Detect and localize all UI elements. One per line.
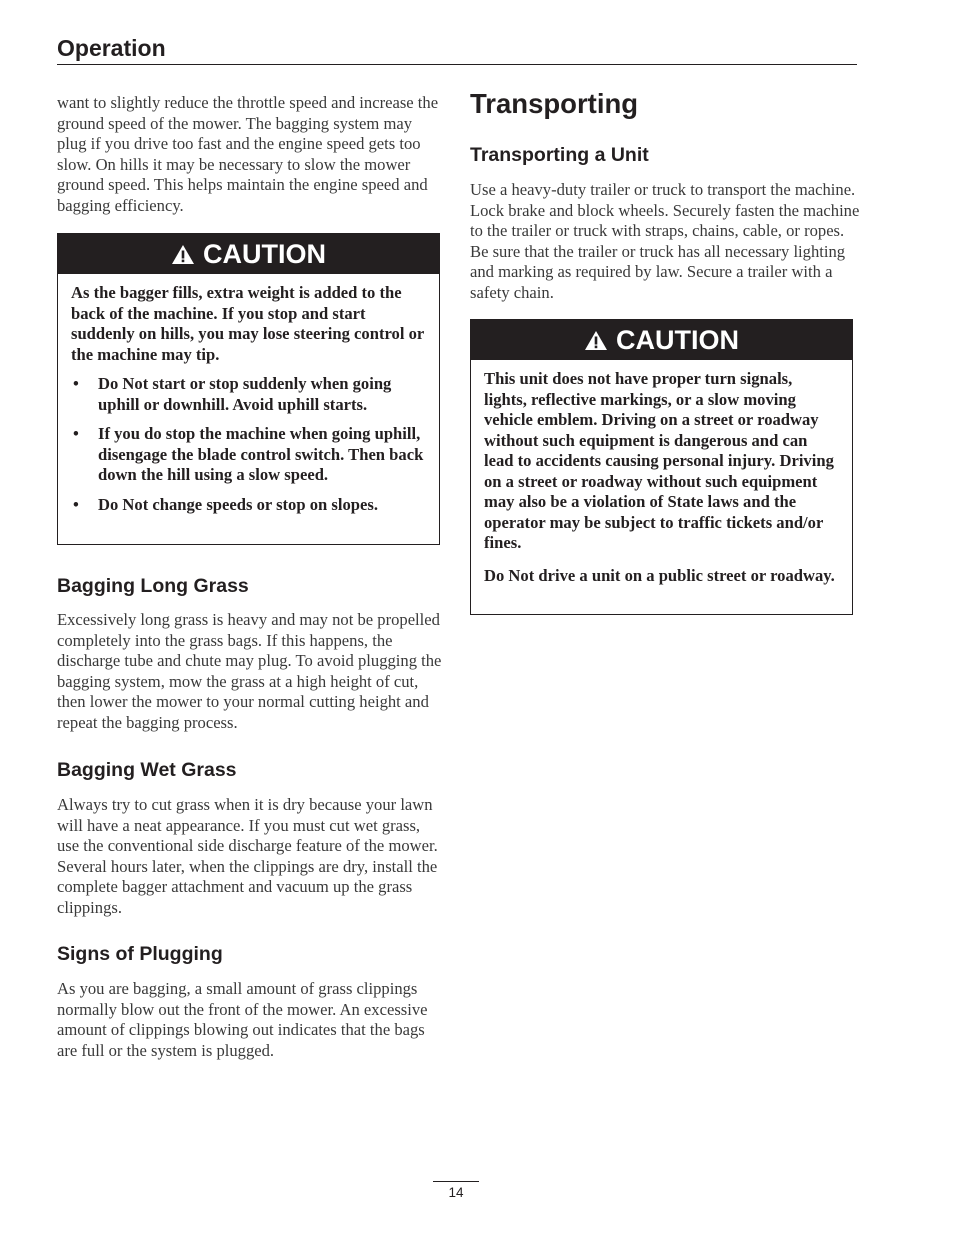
- caution-header: [471, 320, 852, 360]
- section-title-transporting: Transporting: [470, 88, 639, 119]
- caution-box-transport: [470, 319, 853, 615]
- transporting-paragraph: Use a heavy-duty trailer or truck to transport the machine. Lock brake and block wheels. Securely fasten the machine to the trailer or truck with straps, chains, cable, or ropes. Be sure that the trailer or truck has all necessary lighting and marking as required by law. Secure a trailer with a safety chain.: [470, 180, 860, 302]
- caution-paragraph: Do Not drive a unit on a public street or roadway.: [484, 565, 835, 585]
- caution-heading: CAUTION: [616, 324, 739, 355]
- section-text-signs-of-plugging: As you are bagging, a small amount of grass clippings normally blow out the front of the mower. An excessive amount of clippings blowing out indicates that the bags are full or the system is plugged.: [57, 979, 428, 1060]
- caution-body: [471, 360, 852, 586]
- caution-bullet-text: Do Not start or stop suddenly when going uphill or downhill. Avoid uphill starts.: [98, 374, 392, 414]
- bullet-icon: •: [73, 374, 79, 393]
- warning-triangle-icon: [584, 330, 608, 351]
- caution-header: [58, 234, 439, 274]
- section-heading-signs-of-plugging: Signs of Plugging: [57, 943, 223, 965]
- subheading-transporting-a-unit: Transporting a Unit: [470, 144, 649, 166]
- caution-bullet-text: If you do stop the machine when going uphill, disengage the blade control switch. Then back down the hill using a slow speed.: [98, 424, 424, 484]
- bullet-icon: •: [73, 424, 79, 443]
- header-divider: [57, 64, 857, 65]
- section-heading-bagging-wet-grass: Bagging Wet Grass: [57, 759, 237, 781]
- caution-heading: CAUTION: [203, 238, 326, 269]
- section-text-bagging-long-grass: Excessively long grass is heavy and may not be propelled completely into the grass bags. If this happens, the discharge tube and chute may plug. To avoid plugging the bagging system, mow the grass at a high height of cut, then lower the mower to your normal cutting height and repeat the bagging process.: [57, 610, 442, 732]
- bullet-icon: •: [73, 494, 79, 514]
- caution-paragraph: This unit does not have proper turn signals, lights, reflective markings, or a slow moving vehicle emblem. Driving on a street or roadway without such equipment is dangerous and can lead to accidents causing personal injury. Driving on a street or roadway without such equipment may also be a violation of State laws and the operator may be subject to traffic tickets and/or fines.: [484, 369, 834, 552]
- caution-bullet-text: Do Not change speeds or stop on slopes.: [98, 494, 378, 514]
- section-text-bagging-wet-grass: Always try to cut grass when it is dry because your lawn will have a neat appearance. If you must cut wet grass, use the conventional side discharge feature of the mower. Several hours later, when the clippings are dry, install the complete bagger attachment and vacuum up the grass clippings.: [57, 795, 438, 917]
- page-header-title: Operation: [57, 35, 166, 61]
- caution-paragraph: As the bagger fills, extra weight is added to the back of the machine. If you stop and start suddenly on hills, you may lose steering control or the machine may tip.: [71, 283, 424, 364]
- caution-body: [58, 274, 439, 515]
- page-number-rule: [433, 1181, 479, 1182]
- caution-box-bagger: [57, 233, 440, 545]
- section-heading-bagging-long-grass: Bagging Long Grass: [57, 575, 249, 597]
- intro-paragraph: want to slightly reduce the throttle speed and increase the ground speed of the mower. The bagging system may plug if you drive too fast and the engine speed gets too slow. On hills it may be necessary to slow the mower ground speed. This helps maintain the engine speed and bagging efficiency.: [57, 93, 439, 215]
- warning-triangle-icon: [171, 244, 195, 265]
- caution-bullet-item: [71, 495, 426, 516]
- caution-bullet-item: [71, 424, 426, 486]
- page-number: 14: [448, 1185, 464, 1200]
- caution-bullet-item: [71, 374, 426, 415]
- caution-bullet-list: [71, 374, 426, 515]
